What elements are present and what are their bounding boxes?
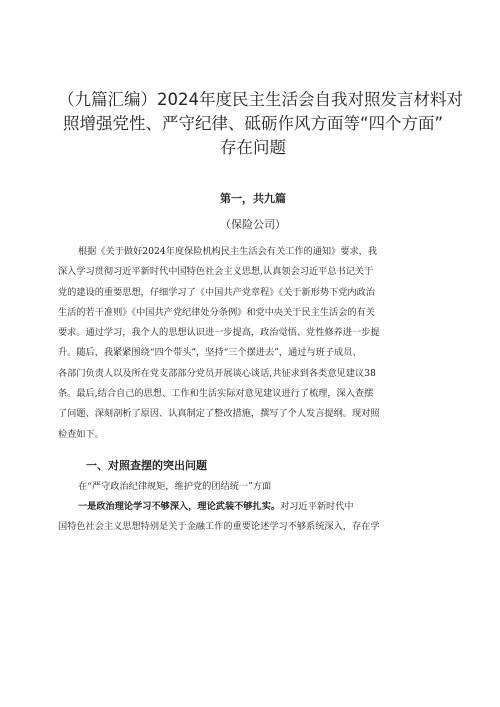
paragraph-line: 条。最后,结合自己的思想、工作和生活实际对意见建议进行了梳理，深入查摆 <box>58 388 374 400</box>
section-body <box>58 477 448 537</box>
paragraph-line: 各部门负责人以及所在党支部部分党员开展谈心谈话,共征求到各类意见建议38 <box>58 367 376 379</box>
paragraph-line: 深入学习贯彻习近平新时代中国特色社会主义思想,认真领会习近平总书记关于 <box>58 266 374 278</box>
section-subheading: 在“严守政治纪律规矩，维护党的团结统一”方面 <box>78 480 272 492</box>
point-line <box>58 497 448 517</box>
paragraph-line: 了问题、深刻剖析了原因、认真制定了整改措施，撰写了个人发言提纲。现对照 <box>58 408 380 420</box>
point-text: 对习近平新时代中 <box>280 500 354 512</box>
section-heading: 一、对照查摆的突出问题 <box>86 458 207 472</box>
paragraph-line: 生活的若干准则》《中国共产党纪律处分条例》和党中央关于民主生活会的有关 <box>58 306 375 318</box>
title-line-2: 照增强党性、严守纪律、砥砺作风方面等“四个方面” <box>62 114 444 133</box>
document-title <box>58 88 463 160</box>
point-line: 国特色社会主义思想特别是关于金融工作的重要论述学习不够系统深入，存在学 <box>58 520 380 532</box>
paragraph-line: 党的建设的重要思想，仔细学习了《中国共产党章程》《关于新形势下党内政治 <box>58 286 375 298</box>
subtitle-company: （保险公司） <box>220 218 286 231</box>
paragraph-line: 根据《关于做好2024年度保险机构民主生活会有关工作的通知》要求，我 <box>78 246 378 257</box>
intro-paragraph <box>58 242 448 445</box>
title-line-1: （九篇汇编）2024年度民主生活会自我对照发言材料对 <box>58 90 463 109</box>
paragraph-line: 升。随后，我紧紧围绕“四个带头”，坚持“三个摆进去”，通过与班子成员、 <box>58 347 362 359</box>
point-lead: 一是政治理论学习不够深入，理论武装不够扎实。 <box>78 500 281 512</box>
title-line-3: 存在问题 <box>220 138 286 157</box>
paragraph-line: 检查如下。 <box>58 428 104 440</box>
paragraph-line: 要求。通过学习，我个人的思想认识进一步提高，政治觉悟、党性修养进一步提 <box>58 327 380 339</box>
subtitle-part: 第一，共九篇 <box>220 192 286 205</box>
